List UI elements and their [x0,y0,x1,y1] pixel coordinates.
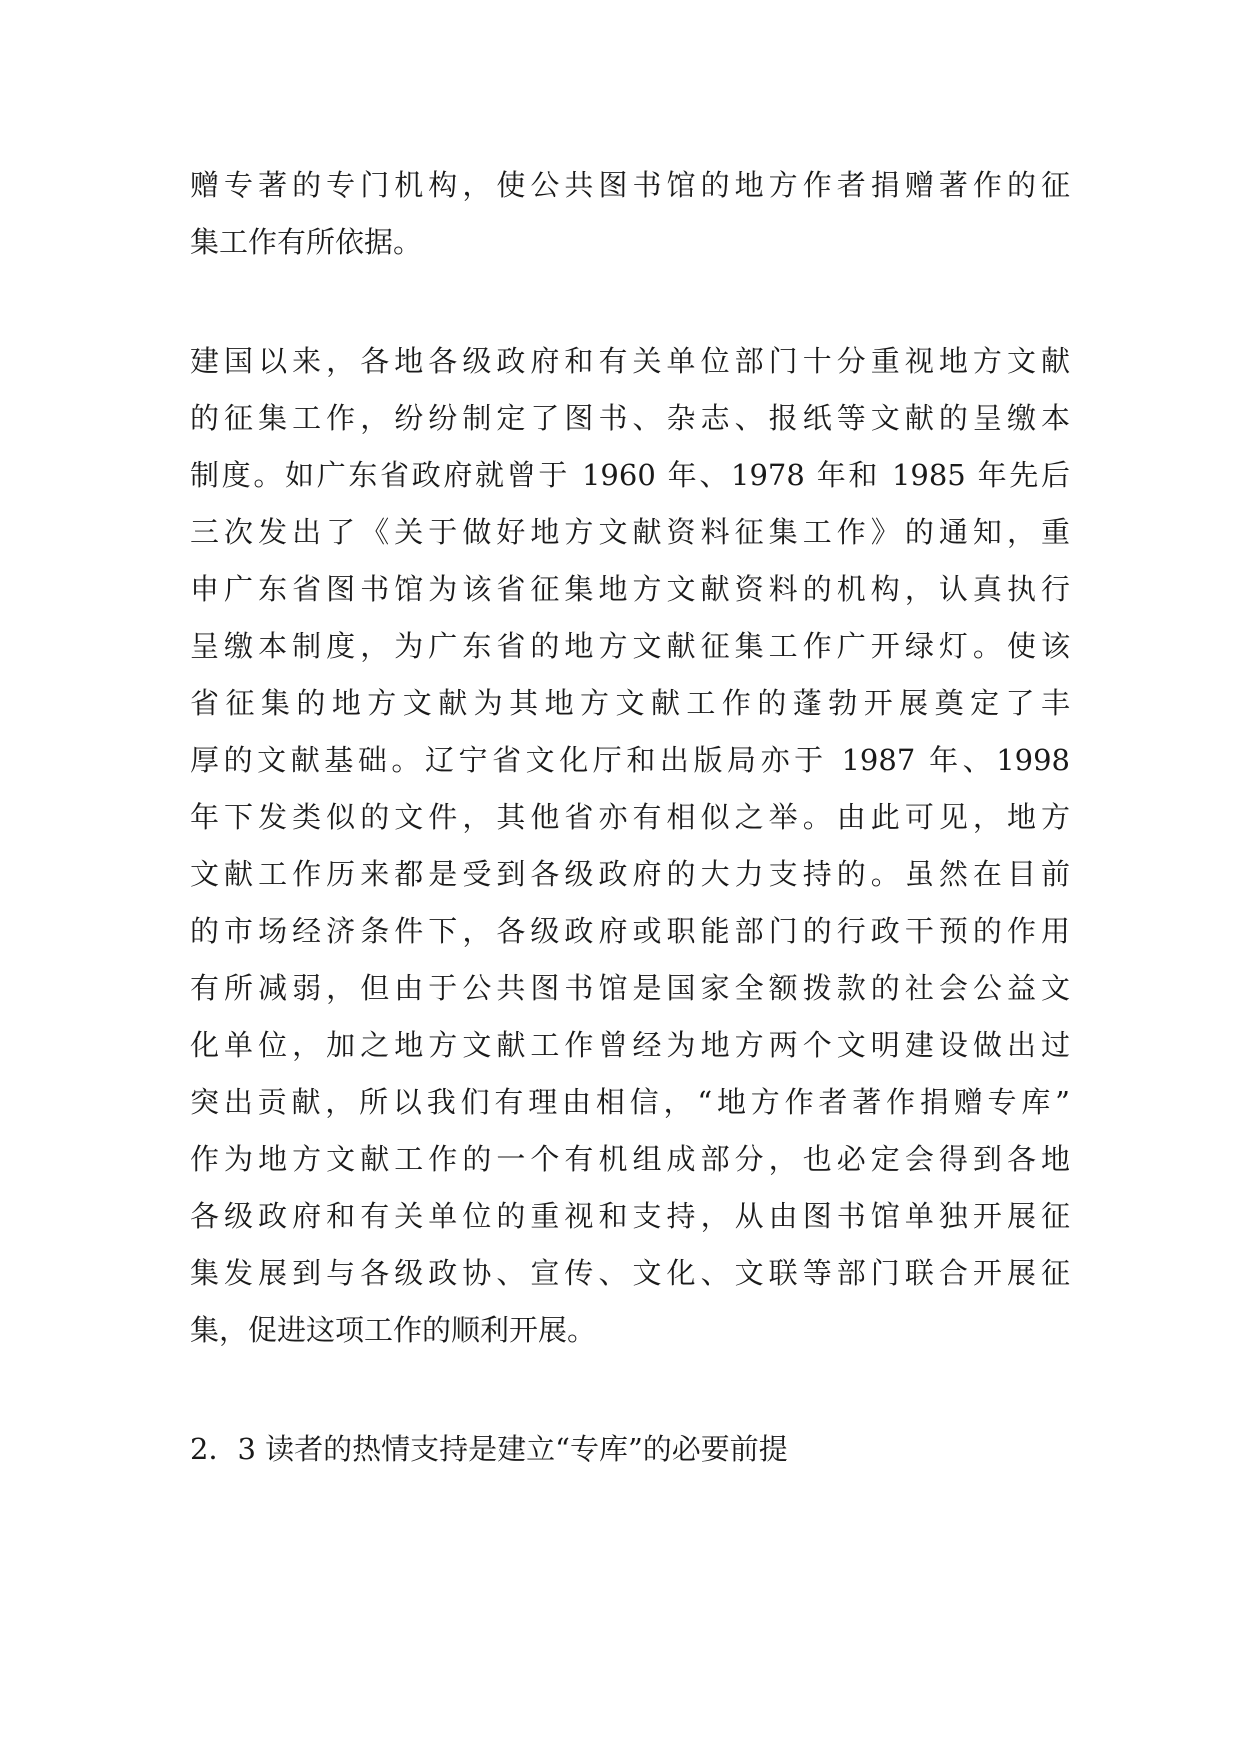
paragraph-2-line-18: 集，促进这项工作的顺利开展。 [190,1313,597,1347]
paragraph-2-line-14: 突出贡献，所以我们有理由相信，“地方作者著作捐赠专库” [190,1085,1070,1119]
paragraph-2-line-2: 的征集工作，纷纷制定了图书、杂志、报纸等文献的呈缴本 [190,401,1070,435]
paragraph-1-line-1: 赠专著的专门机构，使公共图书馆的地方作者捐赠著作的征 [190,168,1070,202]
paragraph-2-line-16: 各级政府和有关单位的重视和支持，从由图书馆单独开展征 [190,1199,1070,1233]
paragraph-1-line-2: 集工作有所依据。 [190,225,423,259]
paragraph-2-line-11: 的市场经济条件下，各级政府或职能部门的行政干预的作用 [190,914,1070,948]
paragraph-2-line-17: 集发展到与各级政协、宣传、文化、文联等部门联合开展征 [190,1256,1070,1290]
paragraph-2-line-10: 文献工作历来都是受到各级政府的大力支持的。虽然在目前 [190,857,1070,891]
paragraph-2-line-1: 建国以来，各地各级政府和有关单位部门十分重视地方文献 [190,344,1070,378]
paragraph-2-line-3: 制度。如广东省政府就曾于 1960 年、1978 年和 1985 年先后 [190,458,1070,492]
paragraph-2-line-5: 申广东省图书馆为该省征集地方文献资料的机构，认真执行 [190,572,1070,606]
paragraph-2-line-15: 作为地方文献工作的一个有机组成部分，也必定会得到各地 [190,1142,1070,1176]
paragraph-2-line-9: 年下发类似的文件，其他省亦有相似之举。由此可见，地方 [190,800,1070,834]
section-heading: 2．3 读者的热情支持是建立“专库”的必要前提 [190,1432,788,1466]
paragraph-2-line-7: 省征集的地方文献为其地方文献工作的蓬勃开展奠定了丰 [190,686,1070,720]
paragraph-2-line-12: 有所减弱，但由于公共图书馆是国家全额拨款的社会公益文 [190,971,1070,1005]
paragraph-2-line-13: 化单位，加之地方文献工作曾经为地方两个文明建设做出过 [190,1028,1070,1062]
paragraph-2-line-8: 厚的文献基础。辽宁省文化厅和出版局亦于 1987 年、1998 [190,743,1070,777]
paragraph-2-line-6: 呈缴本制度，为广东省的地方文献征集工作广开绿灯。使该 [190,629,1070,663]
paragraph-2-line-4: 三次发出了《关于做好地方文献资料征集工作》的通知，重 [190,515,1070,549]
